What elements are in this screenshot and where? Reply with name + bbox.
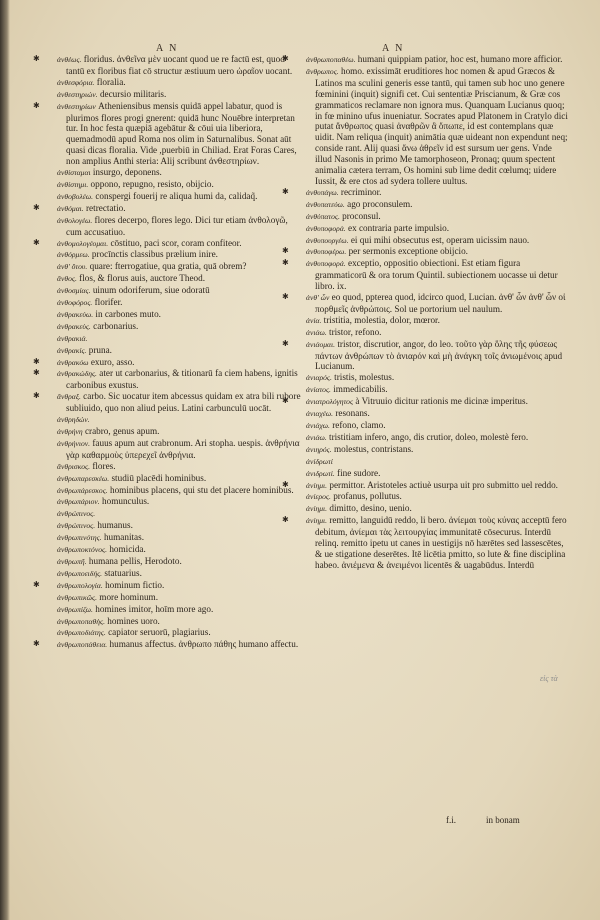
- dictionary-entry: [57, 285, 302, 297]
- greek-lemma: ἀνθρήνη: [57, 427, 83, 436]
- dictionary-entry: [57, 616, 302, 628]
- greek-lemma: ἀνθυπατεύω.: [306, 199, 345, 209]
- latin-gloss: fauus apum aut crabronum. Ari stopha. uespis. ἀνθρήνια γὰρ καθαρμοὺς ὑπερεχεῖ ἀνθρήνια.: [66, 437, 300, 460]
- latin-gloss: hominibus placens, qui stu det placere hominibus.: [109, 484, 294, 495]
- latin-gloss: per sermonis exceptione obijcio.: [348, 246, 468, 257]
- greek-lemma: ἀνιηρός.: [306, 444, 332, 454]
- dictionary-entry: [57, 604, 302, 616]
- greek-lemma: ἀνθρήνιον.: [57, 438, 91, 448]
- latin-gloss: uinum odoriferum, siue odoratū: [92, 285, 210, 296]
- dictionary-entry: [306, 408, 571, 420]
- greek-lemma: ἀνθρωπολογία.: [57, 580, 103, 590]
- greek-lemma: ἀνιάω.: [306, 327, 327, 337]
- dictionary-entry: [57, 580, 302, 592]
- latin-gloss: hominum fictio.: [105, 579, 165, 590]
- latin-gloss: retrectatio.: [86, 202, 126, 213]
- latin-gloss: floridus. ἀνθεῖνα μὲν uocant quod ue re factū est, quod tantū ex floribus fiat cō structur æstiuum uero ὠραῖον uocant.: [66, 54, 293, 76]
- greek-lemma: ἀνθυπουργέω.: [306, 235, 349, 245]
- greek-lemma: ἀνθ' ὅτου.: [57, 262, 88, 272]
- greek-lemma: ἀνθρωπίζω.: [57, 604, 93, 614]
- greek-lemma: ἀνίδρωτί: [306, 456, 333, 466]
- margin-annotation: εἰς τὰ: [540, 674, 558, 683]
- dictionary-entry: [57, 167, 302, 179]
- dictionary-entry: [306, 396, 571, 408]
- greek-lemma: ἀνίημι.: [306, 504, 328, 514]
- greek-lemma: ἀνιάχω.: [306, 421, 330, 430]
- dictionary-entry: [306, 503, 571, 515]
- latin-gloss: remitto, languidū reddo, li bero. ἀνίεμαι τοὺς κύνας acceptū fero debitum, ἀνίεμαι τὰς λειτουργίας immunitatē cōsecurus. Interdū relinq. remitto ipetu ut canes in uestigijs nō hærētes sed lassescētes, & ue stigatione deserētes. Itē licētia pmitto, so lute & fine disciplina habeo. ἀνιέμενα & ἀνειμένοι licentēs & uagabūdus. Interdū: [315, 515, 567, 570]
- greek-lemma: ἀνιαχέω.: [306, 409, 334, 419]
- dictionary-entry: [57, 592, 302, 604]
- latin-gloss: flores.: [92, 460, 116, 471]
- latin-gloss: eo quod, ppterea quod, idcirco quod, Lucian. ἀνθ' ὧν ἀνθ' ὧν οἱ πορθμεῖς ἀνθρώποις. Sol ue portorium uel naulum.: [315, 292, 566, 314]
- latin-gloss: flores decerpo, flores lego. Dici tur etiam ἀνθολογῶ, cum accusatiuo.: [66, 214, 288, 237]
- latin-gloss: proconsul.: [342, 210, 381, 221]
- latin-gloss: Atheniensibus mensis quidā appel labatur, quod is plurimos flores progi gnerent: quidā hunc Nouēbre interpretan tur. In hoc festa quæpiā agebātur & cōui uia liberiora, quemadmodū apud Roma nos olim in Saturnalibus. Sonat aūt quasi dicas floralia. Vide ,puerbiū in Chiliad. Erat Foras Cares, non amplius Anthi steria: Alij scribunt ἀνθεστηρίων.: [66, 100, 297, 167]
- dictionary-entry: [57, 426, 302, 438]
- latin-gloss: tristis, molestus.: [334, 372, 395, 383]
- greek-lemma: ἀνθόμαι.: [57, 203, 84, 213]
- greek-lemma: ἀνθοβολέω.: [57, 191, 94, 201]
- latin-gloss: humanus affectus. ἀνθρωπο πάθης humano affectu.: [109, 639, 299, 650]
- dictionary-entry: [57, 321, 302, 333]
- greek-lemma: ἀνθρωπινότης.: [57, 533, 102, 543]
- latin-gloss: molestus, contristans.: [333, 443, 414, 454]
- greek-lemma: ἀνθοφόρος.: [57, 298, 93, 308]
- dictionary-entry: [306, 292, 571, 315]
- dictionary-entry: [306, 327, 571, 339]
- dictionary-entry: [306, 223, 571, 235]
- greek-lemma: ἀνθρωποπαθέω.: [306, 55, 356, 64]
- greek-lemma: ἀνθύπατος.: [306, 211, 340, 221]
- dictionary-entry: [306, 491, 571, 503]
- dictionary-entry: [57, 473, 302, 485]
- latin-gloss: crabro, genus apum.: [84, 426, 160, 436]
- dictionary-entry: [57, 89, 302, 101]
- dictionary-entry: [57, 309, 302, 321]
- dictionary-entry: [306, 66, 571, 187]
- greek-lemma: ἀνθρωπάρεσκος.: [57, 485, 108, 495]
- greek-lemma: ἀνθέως.: [57, 55, 82, 64]
- latin-gloss: homines uoro.: [107, 615, 160, 626]
- dictionary-entry: [57, 179, 302, 191]
- greek-lemma: ἀνίατος.: [306, 385, 331, 395]
- dictionary-entry: [306, 480, 571, 492]
- dictionary-entry: [57, 101, 302, 167]
- dictionary-entry: [306, 384, 571, 396]
- latin-gloss: dimitto, desino, uenio.: [329, 503, 412, 514]
- greek-lemma: ἀνθρακεὺς.: [57, 321, 91, 331]
- latin-gloss: tristitia, molestia, dolor, mœror.: [323, 314, 440, 325]
- greek-lemma: ἄνθρισκος.: [57, 461, 91, 471]
- dictionary-entry: [57, 568, 302, 580]
- greek-lemma: ἀνθρωποπάθεια.: [57, 640, 108, 650]
- greek-lemma: ἀνθρώπινος.: [57, 509, 96, 519]
- dictionary-entry: [57, 203, 302, 215]
- dictionary-entry: [306, 420, 571, 432]
- greek-lemma: ἀνιάω.: [306, 432, 327, 442]
- latin-gloss: florifer.: [94, 297, 123, 308]
- greek-lemma: ἄνθρωπος.: [306, 66, 339, 76]
- latin-gloss: profanus, pollutus.: [333, 491, 402, 502]
- latin-gloss: statuarius.: [104, 567, 142, 578]
- greek-lemma: ἀνθρηδών.: [57, 415, 90, 425]
- latin-gloss: immedicabilis.: [333, 384, 388, 395]
- greek-lemma: ἀνθρακίς.: [57, 345, 87, 355]
- dictionary-entry: [57, 238, 302, 250]
- greek-lemma: ἀνθεστηρίων: [57, 101, 96, 111]
- latin-gloss: conspergi fouerij re aliqua humi da, calidaq̃.: [95, 190, 258, 201]
- catchword: in bonam: [486, 815, 520, 825]
- latin-gloss: tristitiam infero, ango, dis crutior, doleo, molestè fero.: [329, 431, 529, 442]
- greek-lemma: ἀνθρώπινος.: [57, 521, 96, 531]
- dictionary-entry: [306, 187, 571, 199]
- latin-gloss: homines imitor, hoīm more ago.: [95, 603, 214, 614]
- greek-lemma: ἀνθ' ὧν: [306, 293, 330, 303]
- dictionary-entry: [57, 191, 302, 203]
- latin-gloss: humani quippiam patior, hoc est, humano more afficior.: [357, 54, 563, 64]
- greek-lemma: ἀνθεσφόρια.: [57, 77, 95, 87]
- latin-gloss: more hominum.: [99, 591, 158, 602]
- greek-lemma: ἀνθρωπικῶς.: [57, 592, 97, 602]
- latin-gloss: homo. exissimāt eruditiores hoc nomen & apud Græcos & Latinos ma sculini generis esse tantū, qui tamen sub hoc uno genere fœminini (inquit) signifi cet. Cui sententiæ Priscianum, & Græ cos grammaticos reclamare non ignora mus. Quanquam Lucianus quoq; in fœ minino ufus inueniatur. Socrates apud Platonem in Cratylo dici putat ἄνθρωπος quasi ἀναθρῶν ἃ ὄπωπε, id est contemplans quæ uidit. Nam reliqua (inquit) animātia quæ uideant non expendunt neq; conside rant. Alij quasi ἄνω ἀθρεῖν id est sursum uer gens. Vnde illud Nasonis in primo Me tamorphoseon, Pronaq; quum spectent animalia cætera terram, Os homini sub lime dedit cœlumq; uidere Iussit, & ere ctos ad sydera tollere uultus.: [315, 65, 568, 186]
- dictionary-entry: [57, 461, 302, 473]
- greek-lemma: ἀνθρωποειδής.: [57, 568, 103, 578]
- dictionary-entry: [306, 468, 571, 480]
- latin-gloss: cōstituo, paci scor, coram confiteor.: [110, 237, 242, 248]
- greek-lemma: ἀνθυποφέρω.: [306, 247, 347, 257]
- greek-lemma: ἀνθρακώδης.: [57, 369, 97, 379]
- dictionary-entry: [57, 414, 302, 426]
- latin-gloss: pruna.: [88, 344, 112, 355]
- greek-lemma: ἀνθυποφορά.: [306, 259, 346, 269]
- dictionary-entry: [57, 438, 302, 461]
- dictionary-entry: [57, 249, 302, 261]
- greek-lemma: ἀνθρωποπαθὴς.: [57, 616, 105, 626]
- greek-lemma: ἀνθρωποκτόνος.: [57, 545, 108, 555]
- latin-gloss: tristor, refono.: [329, 326, 382, 337]
- greek-lemma: ἀνθρωπῆ.: [57, 556, 87, 566]
- greek-lemma: ἀνιάομαι.: [306, 339, 336, 349]
- dictionary-entry: [57, 261, 302, 273]
- dictionary-entry: [306, 372, 571, 384]
- signature-mark: f.i.: [446, 815, 456, 825]
- latin-gloss: insurgo, deponens.: [92, 167, 162, 178]
- greek-lemma: ἀνθρακόω: [57, 357, 89, 367]
- dictionary-entry: [306, 258, 571, 292]
- greek-lemma: ἀνθομολογέομαι.: [57, 238, 109, 248]
- dictionary-entry: [57, 357, 302, 369]
- latin-gloss: decursio militaris.: [99, 88, 167, 99]
- running-head-left: A N: [156, 43, 179, 54]
- dictionary-entry: [57, 215, 302, 238]
- dictionary-entry: [57, 520, 302, 532]
- dictionary-entry: [57, 333, 302, 345]
- greek-lemma: ἀνθρωπάριον.: [57, 497, 100, 507]
- dictionary-entry: [57, 508, 302, 520]
- dictionary-entry: [57, 273, 302, 285]
- greek-lemma: ἀνία.: [306, 315, 322, 325]
- greek-lemma: ἀνιαρός.: [306, 373, 332, 383]
- dictionary-entry: [306, 444, 571, 456]
- greek-lemma: ἀνιδρωτὶ.: [306, 468, 335, 478]
- latin-gloss: refono, clamo.: [332, 420, 386, 430]
- greek-lemma: ἀνιατρολόγητος: [306, 397, 354, 407]
- dictionary-entry: [57, 54, 302, 77]
- latin-gloss: humanitas.: [103, 532, 144, 543]
- page-gutter-shadow: [0, 0, 10, 920]
- latin-gloss: homicida.: [109, 544, 146, 555]
- latin-gloss: exceptio, oppositio obiectioni. Est etiam figura grammaticorū & ora torum Quintil. subiectionem uocasse ui detur libro. ix.: [315, 258, 558, 292]
- dictionary-entry: [57, 368, 302, 391]
- greek-lemma: ἀνίερος.: [306, 492, 331, 502]
- dictionary-entry: [57, 544, 302, 556]
- greek-lemma: ἄνθος.: [57, 274, 77, 284]
- greek-lemma: ἀνθίστημι.: [57, 179, 89, 189]
- dictionary-entry: [57, 496, 302, 508]
- dictionary-entry: [57, 627, 302, 639]
- greek-lemma: ἀνθρωποδιάτης.: [57, 628, 106, 638]
- latin-gloss: à Vitruuio dicitur rationis me dicinæ imperitus.: [355, 396, 528, 407]
- greek-lemma: ἀνθρακεύω.: [57, 309, 94, 319]
- greek-lemma: ἀνίημι.: [306, 516, 328, 526]
- latin-gloss: exuro, asso.: [90, 356, 135, 367]
- latin-gloss: permittor. Aristoteles actiuè usurpa uit pro submitto uel reddo.: [329, 479, 558, 490]
- greek-lemma: ἀνθεστηριών.: [57, 89, 98, 99]
- latin-gloss: resonans.: [335, 408, 370, 419]
- latin-gloss: studiū placēdi hominibus.: [111, 472, 207, 483]
- dictionary-entry: [306, 515, 571, 571]
- greek-lemma: ἀνθυποφορὰ.: [306, 223, 346, 233]
- dictionary-entry: [57, 639, 302, 651]
- latin-gloss: capiator seruorū, plagiarius.: [108, 627, 211, 638]
- greek-lemma: ἀνθρωπαρεσκέω.: [57, 473, 110, 483]
- dictionary-entry: [57, 77, 302, 89]
- greek-lemma: ἀνθίσταμαι: [57, 168, 91, 178]
- latin-gloss: ei qui mihi obsecutus est, operam uicissim nauo.: [350, 234, 530, 245]
- latin-gloss: flos, & florus auis, auctore Theod.: [79, 273, 206, 284]
- greek-lemma: ἀνθόρμεω.: [57, 250, 90, 260]
- latin-gloss: homunculus.: [102, 496, 150, 507]
- latin-gloss: recriminor.: [340, 186, 382, 197]
- dictionary-entry: [57, 556, 302, 568]
- dictionary-entry: [57, 297, 302, 309]
- dictionary-entry: [57, 485, 302, 497]
- dictionary-entry: [306, 199, 571, 211]
- latin-gloss: oppono, repugno, resisto, obijcio.: [90, 178, 214, 189]
- latin-gloss: humanus.: [97, 520, 133, 531]
- latin-gloss: quare: fterrogatiue, qua gratia, quā obrem?: [89, 261, 247, 272]
- latin-gloss: procīnctis classibus prælium inire.: [91, 249, 218, 260]
- dictionary-entry: [57, 345, 302, 357]
- latin-gloss: in carbones muto.: [95, 308, 161, 319]
- right-column: [306, 54, 571, 571]
- dictionary-entry: [306, 54, 571, 66]
- greek-lemma: ἀνθυπάγω.: [306, 187, 339, 197]
- dictionary-entry: [306, 315, 571, 327]
- dictionary-entry: [57, 391, 302, 414]
- latin-gloss: floralia.: [96, 76, 126, 87]
- dictionary-entry: [306, 246, 571, 258]
- left-column: [57, 54, 302, 651]
- latin-gloss: carbonarius.: [93, 320, 139, 331]
- latin-gloss: fine sudore.: [337, 467, 381, 478]
- dictionary-entry: [306, 339, 571, 373]
- greek-lemma: ἀνθοσμίας.: [57, 286, 91, 296]
- running-head-right: A N: [382, 43, 405, 54]
- latin-gloss: tristor, discrutior, angor, do leo. τοῦτο γὰρ ὅλης τῆς φύσεως πάντων ἀνθρώπων τὸ ἀνιαρόν καὶ μὴ ἀνάγκη τοῖς ἀνιωμένοις apud Lucianum.: [315, 338, 563, 372]
- dictionary-entry: [306, 432, 571, 444]
- dictionary-entry: [306, 211, 571, 223]
- dictionary-entry: [306, 235, 571, 247]
- latin-gloss: ater ut carbonarius, & titionarū fa ciem habens, ignitis carbonibus exustus.: [66, 368, 298, 391]
- greek-lemma: ἀνθρακιά.: [57, 333, 88, 343]
- latin-gloss: ago proconsulem.: [347, 198, 413, 209]
- greek-lemma: ἀνίημι.: [306, 480, 328, 490]
- latin-gloss: humana pellis, Herodoto.: [88, 555, 182, 566]
- dictionary-entry: [306, 456, 571, 468]
- dictionary-entry: [57, 532, 302, 544]
- latin-gloss: carbo. Sic uocatur item abcessus quidam ex atra bili rubore subliuido, quo non aliud peius. Latini carbunculū uocāt.: [66, 391, 301, 414]
- greek-lemma: ἄνθραξ.: [57, 392, 81, 402]
- latin-gloss: ex contraria parte impulsio.: [348, 222, 450, 233]
- greek-lemma: ἀνθολογέω.: [57, 215, 93, 225]
